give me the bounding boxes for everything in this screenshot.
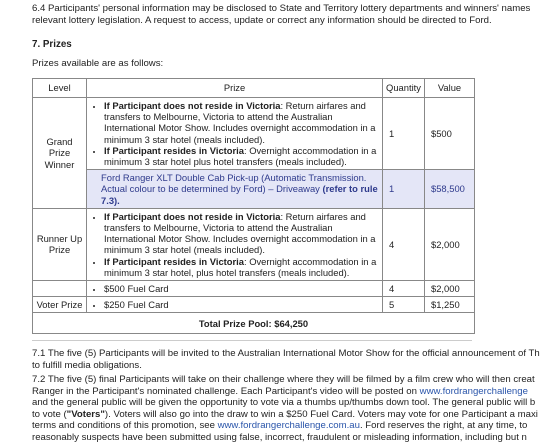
grand-prize-description	[87, 98, 383, 170]
line-text: ). Voters will also go into the draw to win a $250 Fuel Card. Voters may vote for one Participant a maxi	[105, 409, 538, 420]
fordrangerchallenge-link[interactable]: www.fordrangerchallenge	[420, 386, 528, 397]
section-divider	[32, 340, 472, 341]
total-prize-pool: Total Prize Pool: $64,250	[33, 313, 475, 334]
voter-prize-level: Voter Prize	[33, 297, 87, 313]
section-6-4	[32, 3, 500, 26]
runner-up-level: Runner Up Prize	[33, 208, 87, 280]
fuel-card-500-description	[87, 281, 383, 297]
section-7-2-line4	[32, 409, 500, 421]
fuel-card-500-bullet: • $500 Fuel Card	[104, 283, 379, 294]
section-6-4-line1: 6.4 Participants' personal information may be disclosed to State and Territory lottery departments and winners' names	[32, 3, 500, 15]
section-7-2-line5	[32, 420, 500, 432]
section-7-2-line3: and the general public will be given the opportunity to vote via a thumbs up/thumbs down tool. The general public will b	[32, 397, 500, 409]
grand-prize-bullet-1	[104, 100, 379, 145]
fuel-card-500-level	[33, 281, 87, 297]
table-row-ford-ranger	[33, 170, 475, 209]
ford-ranger-text: Ford Ranger XLT Double Cab Pick-up (Automatic Transmission. Actual colour to be determined by Ford) – Driveaway	[101, 172, 366, 194]
bullet-text: : Return airfares and transfers to Melbourne, Victoria to attend the Australian International Motor Show. Includes overnight accommodation in a minimum 3 star hotel (meals included).	[104, 211, 376, 256]
table-row-fuel-card-500	[33, 281, 475, 297]
runner-up-bullet-2	[104, 256, 379, 278]
section-7-1-line1: 7.1 The five (5) Participants will be invited to the Australian International Motor Show for the official announcement of Th	[32, 348, 500, 360]
section-7-2-line1: 7.2 The five (5) final Participants will take on their challenge where they will be filmed by a film crew who will then creat	[32, 374, 500, 386]
line-text: Ranger in the Participant's nominated challenge. Each Participant's video will be posted on	[32, 386, 420, 397]
header-prize: Prize	[87, 79, 383, 98]
line-text: terms and conditions of this promotion, see	[32, 420, 218, 431]
bullet-bold: If Participant resides in Victoria	[104, 256, 244, 267]
section-7-2-line2	[32, 386, 500, 398]
header-value: Value	[425, 79, 475, 98]
voter-prize-value: $1,250	[425, 297, 475, 313]
prizes-intro: Prizes available are as follows:	[32, 58, 500, 70]
fordrangerchallenge-site-link[interactable]: www.fordrangerchallenge.com.au	[218, 420, 360, 431]
voter-prize-description	[87, 297, 383, 313]
ford-ranger-quantity: 1	[383, 170, 425, 209]
section-7-2-line6: reasonably suspects have been submitted using false, incorrect, fraudulent or misleading information, including but n	[32, 432, 500, 443]
bullet-bold: If Participant does not reside in Victoria	[104, 100, 280, 111]
section-7-1	[32, 348, 500, 371]
line-text: . Ford reserves the right, at any time, to	[360, 420, 527, 431]
section-7-1-line2: to fulfill media obligations.	[32, 360, 500, 372]
voters-term: "Voters"	[67, 409, 105, 420]
runner-up-quantity: 4	[383, 208, 425, 280]
header-quantity: Quantity	[383, 79, 425, 98]
section-6-4-line2: relevant lottery legislation. A request to access, update or correct any information should be directed to Ford.	[32, 15, 500, 27]
ford-ranger-description	[87, 170, 383, 209]
header-level: Level	[33, 79, 87, 98]
bullet-text: : Return airfares and transfers to Melbourne, Victoria to attend the Australian International Motor Show. Includes overnight accommodation in a minimum 3 star hotel (meals included).	[104, 100, 376, 145]
table-row-grand-prize	[33, 98, 475, 170]
bullet-bold: If Participant resides in Victoria	[104, 145, 244, 156]
section-7-2	[32, 374, 500, 443]
grand-prize-value: $500	[425, 98, 475, 170]
runner-up-bullet-1	[104, 211, 379, 256]
table-row-total	[33, 313, 475, 334]
bullet-text: : Overnight accommodation in a minimum 3 star hotel plus hotel transfers (meals included).	[104, 145, 376, 167]
voter-prize-quantity: 5	[383, 297, 425, 313]
bullet-text: : Overnight accommodation in a minimum 3 star hotel, plus hotel transfers (meals included).	[104, 256, 376, 278]
runner-up-description	[87, 208, 383, 280]
ford-ranger-value: $58,500	[425, 170, 475, 209]
voter-prize-bullet: • $250 Fuel Card	[104, 299, 379, 310]
prizes-table	[32, 78, 475, 334]
grand-prize-bullet-2	[104, 145, 379, 167]
runner-up-value: $2,000	[425, 208, 475, 280]
table-row-runner-up	[33, 208, 475, 280]
table-header-row	[33, 79, 475, 98]
ford-ranger-rule-ref: (refer to rule 7.3).	[101, 183, 378, 205]
section-7-heading: 7. Prizes	[32, 39, 72, 50]
fuel-card-500-quantity: 4	[383, 281, 425, 297]
fuel-card-500-value: $2,000	[425, 281, 475, 297]
grand-prize-level: Grand Prize Winner	[33, 98, 87, 209]
grand-prize-quantity: 1	[383, 98, 425, 170]
table-row-voter-prize	[33, 297, 475, 313]
bullet-bold: If Participant does not reside in Victoria	[104, 211, 280, 222]
line-text: to vote (	[32, 409, 67, 420]
